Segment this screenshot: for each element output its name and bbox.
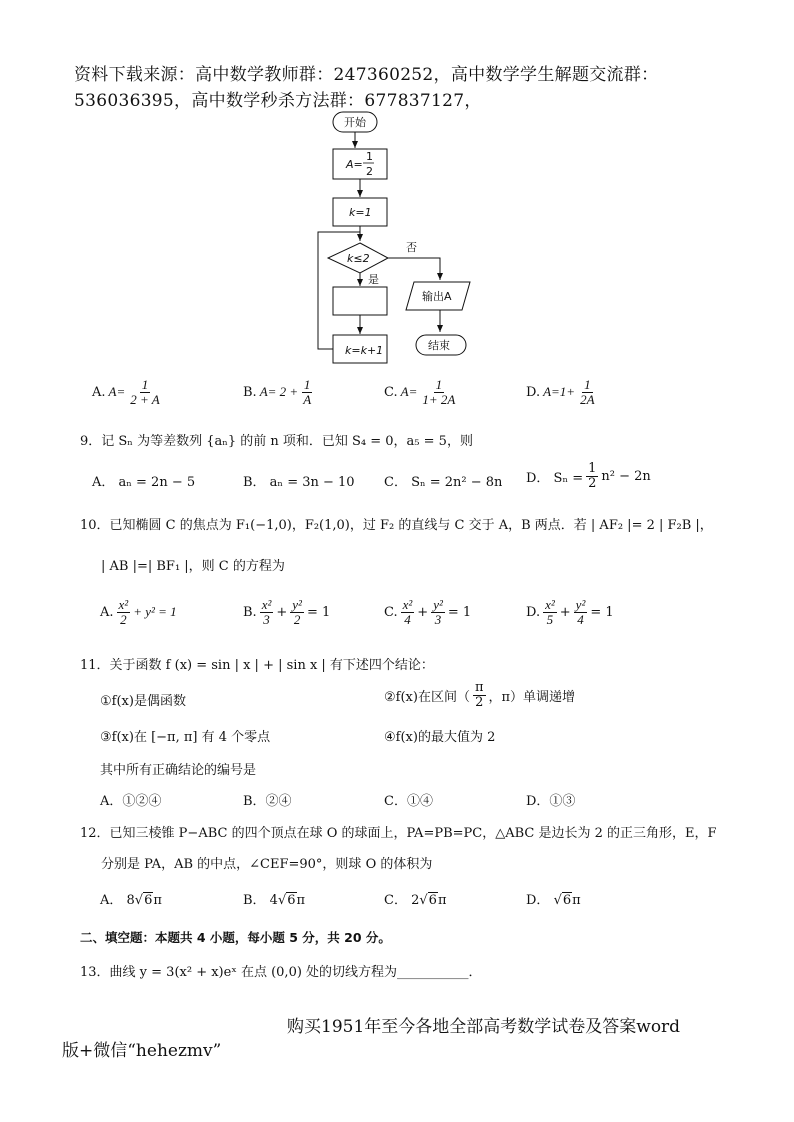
q12-option-a-prefix: A． 8 xyxy=(100,893,135,908)
q10-option-d-den1: 5 xyxy=(546,611,554,627)
q10-option-a-num: x² xyxy=(118,597,129,612)
q11-prompt: 其中所有正确结论的编号是 xyxy=(100,763,257,778)
flowchart-end-label: 结束 xyxy=(428,339,450,352)
q11-conclusion-2-suffix: ，π）单调递增 xyxy=(488,689,576,705)
q10-option-d: D. $\frac{\text{x²}}{5}$ + $\frac{\text{y²}}{4}$ = 1 xyxy=(526,597,614,627)
flowchart-start-label: 开始 xyxy=(344,116,366,129)
q8-option-c-den: 1+ 2A xyxy=(422,391,456,407)
q10-stem-line-2: | AB |=| BF₁ |，则 C 的方程为 xyxy=(101,559,285,574)
q12-option-b-prefix: B． 4 xyxy=(243,893,278,908)
q10-option-c: C. $\frac{\text{x²}}{4}$ + $\frac{\text{y²}}{3}$ = 1 xyxy=(384,597,472,627)
q10-option-d-tail: = 1 xyxy=(590,604,614,620)
q8-option-d-num: 1 xyxy=(584,377,591,392)
flowchart-no-label: 否 xyxy=(406,241,417,254)
q12-option-d: D． √6π xyxy=(526,893,581,908)
q10-option-b-num1: x² xyxy=(261,597,272,612)
flowchart-assign-a-num: 1 xyxy=(366,150,373,163)
q8-option-d-letter: D. xyxy=(526,384,541,400)
flowchart-assign-a-den: 2 xyxy=(366,165,373,178)
q10-option-d-den2: 4 xyxy=(577,611,584,627)
q8-option-b-letter: B. xyxy=(243,384,257,400)
q9-option-d-num: 1 xyxy=(588,461,597,476)
q8-option-b-num: 1 xyxy=(303,377,311,392)
q9-option-d xyxy=(526,462,651,490)
q8-option-c-letter: C. xyxy=(384,384,398,400)
q8-option-b-lhs: A= 2 + xyxy=(259,384,299,400)
header-line-2: 536036395，高中数学秒杀方法群：677837127， xyxy=(74,91,482,111)
q8-option-d-lhs: A=1+ xyxy=(543,384,576,400)
q10-option-a-letter: A. xyxy=(100,604,114,620)
q11-option-b: B．②④ xyxy=(243,794,292,809)
q11-option-a: A．①②④ xyxy=(100,794,162,809)
q13-stem: 13．曲线 y = 3(x² + x)eˣ 在点 (0,0) 处的切线方程为___________． xyxy=(80,965,482,980)
footer-line-2: 版+微信“hehezmv” xyxy=(62,1041,222,1061)
q10-option-a-den: 2 xyxy=(120,611,127,627)
q8-option-c xyxy=(384,378,457,406)
flowchart-condition-label: k≤2 xyxy=(347,252,370,265)
q12-option-b-suffix: π xyxy=(296,893,306,908)
q12-stem-line-1: 12．已知三棱锥 P−ABC 的四个顶点在球 O 的球面上，PA=PB=PC，△ABC 是边长为 2 的正三角形，E，F xyxy=(80,826,717,841)
q9-option-d-suffix: n² − 2n xyxy=(601,468,651,484)
q10-option-c-den1: 4 xyxy=(404,611,411,627)
q10-option-c-num2: y² xyxy=(433,597,443,612)
q10-option-b-letter: B. xyxy=(243,604,257,620)
q12-option-c-prefix: C． 2 xyxy=(384,893,420,908)
q9-option-d-prefix: D． Sₙ = xyxy=(526,470,584,486)
q10-option-b-den2: 2 xyxy=(293,611,301,627)
q10-option-c-letter: C. xyxy=(384,604,398,620)
q8-option-a-num: 1 xyxy=(141,377,149,392)
q11-conclusion-2-den: 2 xyxy=(475,694,484,710)
q9-option-d-den: 2 xyxy=(588,475,597,491)
q11-conclusion-3: ③f(x)在 [−π, π] 有 4 个零点 xyxy=(100,730,271,745)
section-2-heading: 二、填空题：本题共 4 小题，每小题 5 分，共 20 分。 xyxy=(80,930,391,945)
q12-option-a-radicand: 6 xyxy=(144,893,153,908)
flowchart-yes-label: 是 xyxy=(368,273,379,286)
flowchart-output-label: 输出A xyxy=(422,290,452,303)
q12-option-d-suffix: π xyxy=(572,893,581,908)
q12-stem-line-2: 分别是 PA，AB 的中点，∠CEF=90°，则球 O 的体积为 xyxy=(101,857,433,872)
footer-line-1: 购买1951年至今各地全部高考数学试卷及答案word xyxy=(287,1017,681,1037)
q8-option-b-den: A xyxy=(303,391,312,407)
q12-option-c-radicand: 6 xyxy=(428,893,437,908)
q9-option-c: C． Sₙ = 2n² − 8n xyxy=(384,475,503,490)
q10-option-c-tail: = 1 xyxy=(447,604,472,620)
q11-conclusion-2-num: π xyxy=(474,680,484,695)
q12-option-d-prefix: D． xyxy=(526,893,554,908)
q8-option-d xyxy=(526,378,597,406)
flowchart-increment-label: k=k+1 xyxy=(345,344,384,357)
q12-option-a: A． 8√6π xyxy=(100,893,162,908)
q11-conclusion-1: ①f(x)是偶函数 xyxy=(100,694,186,709)
q8-option-b xyxy=(243,378,313,406)
q9-stem: 9．记 Sₙ 为等差数列 {aₙ} 的前 n 项和．已知 S₄ = 0，a₅ = 5，则 xyxy=(80,434,473,449)
q10-option-b-tail: = 1 xyxy=(306,604,331,620)
q8-option-c-num: 1 xyxy=(435,377,443,392)
q8-option-d-den: 2A xyxy=(580,391,595,407)
q10-option-b: B. $\frac{\text{x²}}{3}$ + $\frac{\text{y²}}{2}$ = 1 xyxy=(243,597,331,627)
q8-option-a-letter: A. xyxy=(92,384,106,400)
q9-option-b: B． aₙ = 3n − 10 xyxy=(243,475,355,490)
q11-conclusion-2-prefix: ②f(x)在区间（ xyxy=(384,689,470,705)
q12-option-c: C． 2√6π xyxy=(384,893,447,908)
q11-conclusion-4: ④f(x)的最大值为 2 xyxy=(384,730,496,745)
q12-option-b-radicand: 6 xyxy=(287,893,296,908)
q12-option-d-radicand: 6 xyxy=(562,893,572,908)
q11-option-c: C．①④ xyxy=(384,794,433,809)
q9-option-a: A． aₙ = 2n − 5 xyxy=(92,475,196,490)
q8-option-a-den: 2 + A xyxy=(130,391,160,407)
header-line-1: 资料下载来源：高中数学教师群：247360252，高中数学学生解题交流群： xyxy=(74,65,659,85)
q10-option-c-den2: 3 xyxy=(434,611,442,627)
q12-option-c-suffix: π xyxy=(437,893,447,908)
q8-option-a-lhs: A= xyxy=(108,384,126,400)
flowchart-assign-k-label: k=1 xyxy=(349,206,372,219)
q8-option-c-lhs: A= xyxy=(400,384,418,400)
q12-option-a-suffix: π xyxy=(153,893,162,908)
q8-option-a xyxy=(92,378,162,406)
flowchart-body-node xyxy=(333,287,387,315)
q10-option-b-den1: 3 xyxy=(263,611,270,627)
flowchart-assign-a-label: A= xyxy=(346,158,363,171)
q10-option-b-num2: y² xyxy=(292,597,302,612)
q11-conclusion-2 xyxy=(384,681,575,709)
q10-option-c-num1: x² xyxy=(402,597,413,612)
q12-option-b: B． 4√6π xyxy=(243,893,306,908)
q10-option-a-tail: + y² = 1 xyxy=(133,604,177,620)
q10-option-d-num1: x² xyxy=(545,597,555,612)
q10-option-a xyxy=(100,598,177,626)
q10-stem-line-1: 10．已知椭圆 C 的焦点为 F₁(−1,0)，F₂(1,0)，过 F₂ 的直线与 C 交于 A，B 两点．若 | AF₂ |= 2 | F₂B |， xyxy=(80,518,713,533)
q10-option-d-letter: D. xyxy=(526,604,541,620)
q11-option-d: D．①③ xyxy=(526,794,576,809)
q10-option-d-num2: y² xyxy=(575,597,586,612)
flowchart xyxy=(300,108,500,370)
q11-stem: 11．关于函数 f (x) = sin | x | + | sin x | 有下述四个结论： xyxy=(80,658,434,673)
